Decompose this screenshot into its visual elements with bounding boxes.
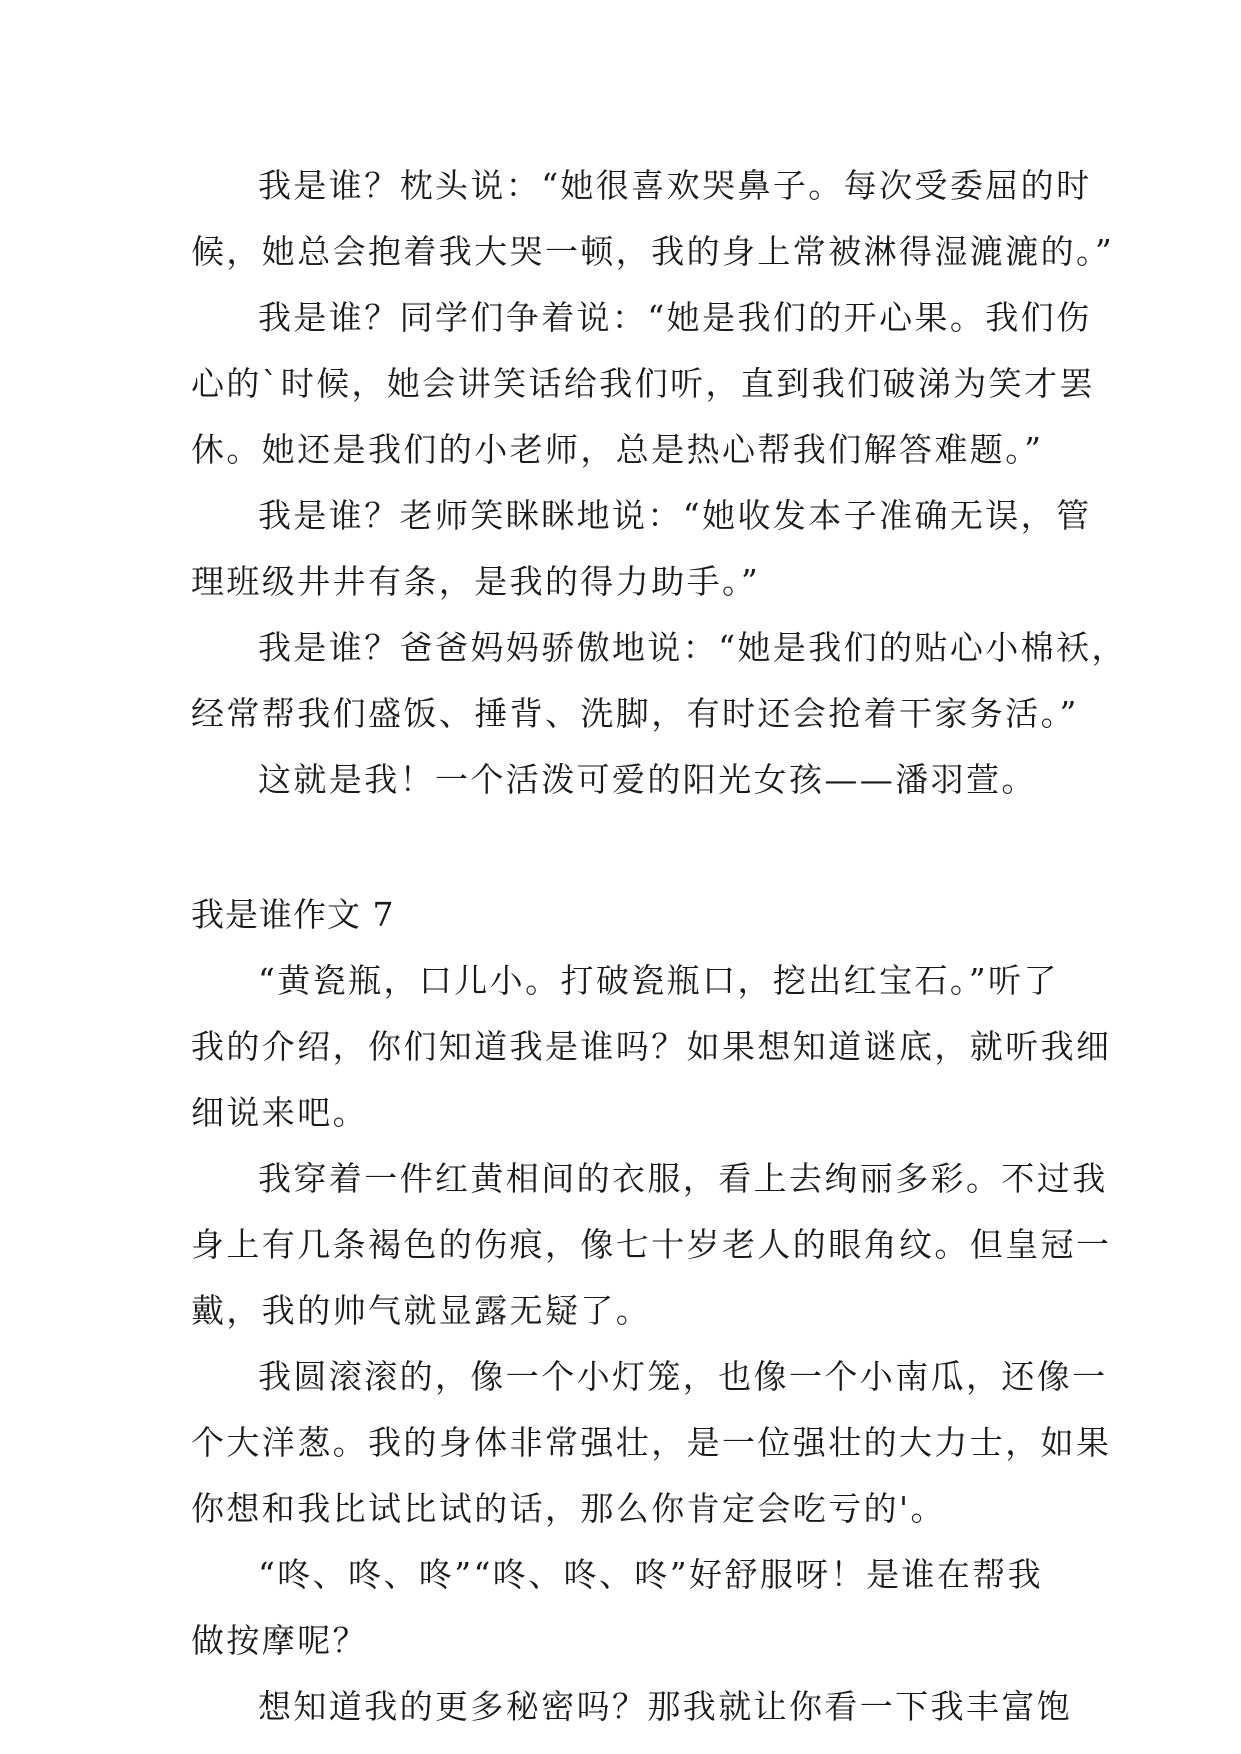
paragraph-line: 做按摩呢？ — [191, 1621, 368, 1660]
paragraph-line: “黄瓷瓶，口儿小。打破瓷瓶口，挖出红宝石。”听了 — [258, 961, 1059, 1000]
paragraph-line: 我是谁？爸爸妈妈骄傲地说：“她是我们的贴心小棉袄， — [258, 628, 1127, 667]
paragraph-line: 我圆滚滚的，像一个小灯笼，也像一个小南瓜，还像一 — [258, 1357, 1108, 1396]
paragraph-line: 细说来吧。 — [191, 1093, 368, 1132]
paragraph-line: 想知道我的更多秘密吗？那我就让你看一下我丰富饱 — [258, 1687, 1073, 1726]
paragraph-line: 我是谁？老师笑眯眯地说：“她收发本子准确无误，管 — [258, 496, 1092, 535]
paragraph-line: 戴，我的帅气就显露无疑了。 — [191, 1291, 652, 1330]
paragraph-line: 休。她还是我们的小老师，总是热心帮我们解答难题。” — [191, 430, 1044, 469]
paragraph-line: 身上有几条褐色的伤痕，像七十岁老人的眼角纹。但皇冠一 — [191, 1225, 1112, 1264]
paragraph-line: 个大洋葱。我的身体非常强壮，是一位强壮的大力士，如果 — [191, 1423, 1112, 1462]
paragraph-line: 候，她总会抱着我大哭一顿，我的身上常被淋得湿漉漉的。” — [191, 232, 1115, 271]
paragraph-line: 经常帮我们盛饭、捶背、洗脚，有时还会抢着干家务活。” — [191, 694, 1079, 733]
paragraph-line: 这就是我！一个活泼可爱的阳光女孩——潘羽萱。 — [258, 760, 1037, 799]
paragraph-line: 心的`时候，她会讲笑话给我们听，直到我们破涕为笑才罢 — [191, 364, 1095, 403]
paragraph-line: “咚、咚、咚”“咚、咚、咚”好舒服呀！是谁在帮我 — [258, 1555, 1044, 1594]
paragraph-line: 我穿着一件红黄相间的衣服，看上去绚丽多彩。不过我 — [258, 1159, 1108, 1198]
paragraph-line: 理班级井井有条，是我的得力助手。” — [191, 562, 761, 601]
paragraph-line: 我是谁？枕头说：“她很喜欢哭鼻子。每次受委屈的时 — [258, 166, 1092, 205]
paragraph-line: 我是谁？同学们争着说：“她是我们的开心果。我们伤 — [258, 298, 1092, 337]
section-heading: 我是谁作文 7 — [191, 895, 395, 934]
paragraph-line: 你想和我比试比试的话，那么你肯定会吃亏的'。 — [191, 1489, 946, 1528]
paragraph-line: 我的介绍，你们知道我是谁吗？如果想知道谜底，就听我细 — [191, 1027, 1112, 1066]
